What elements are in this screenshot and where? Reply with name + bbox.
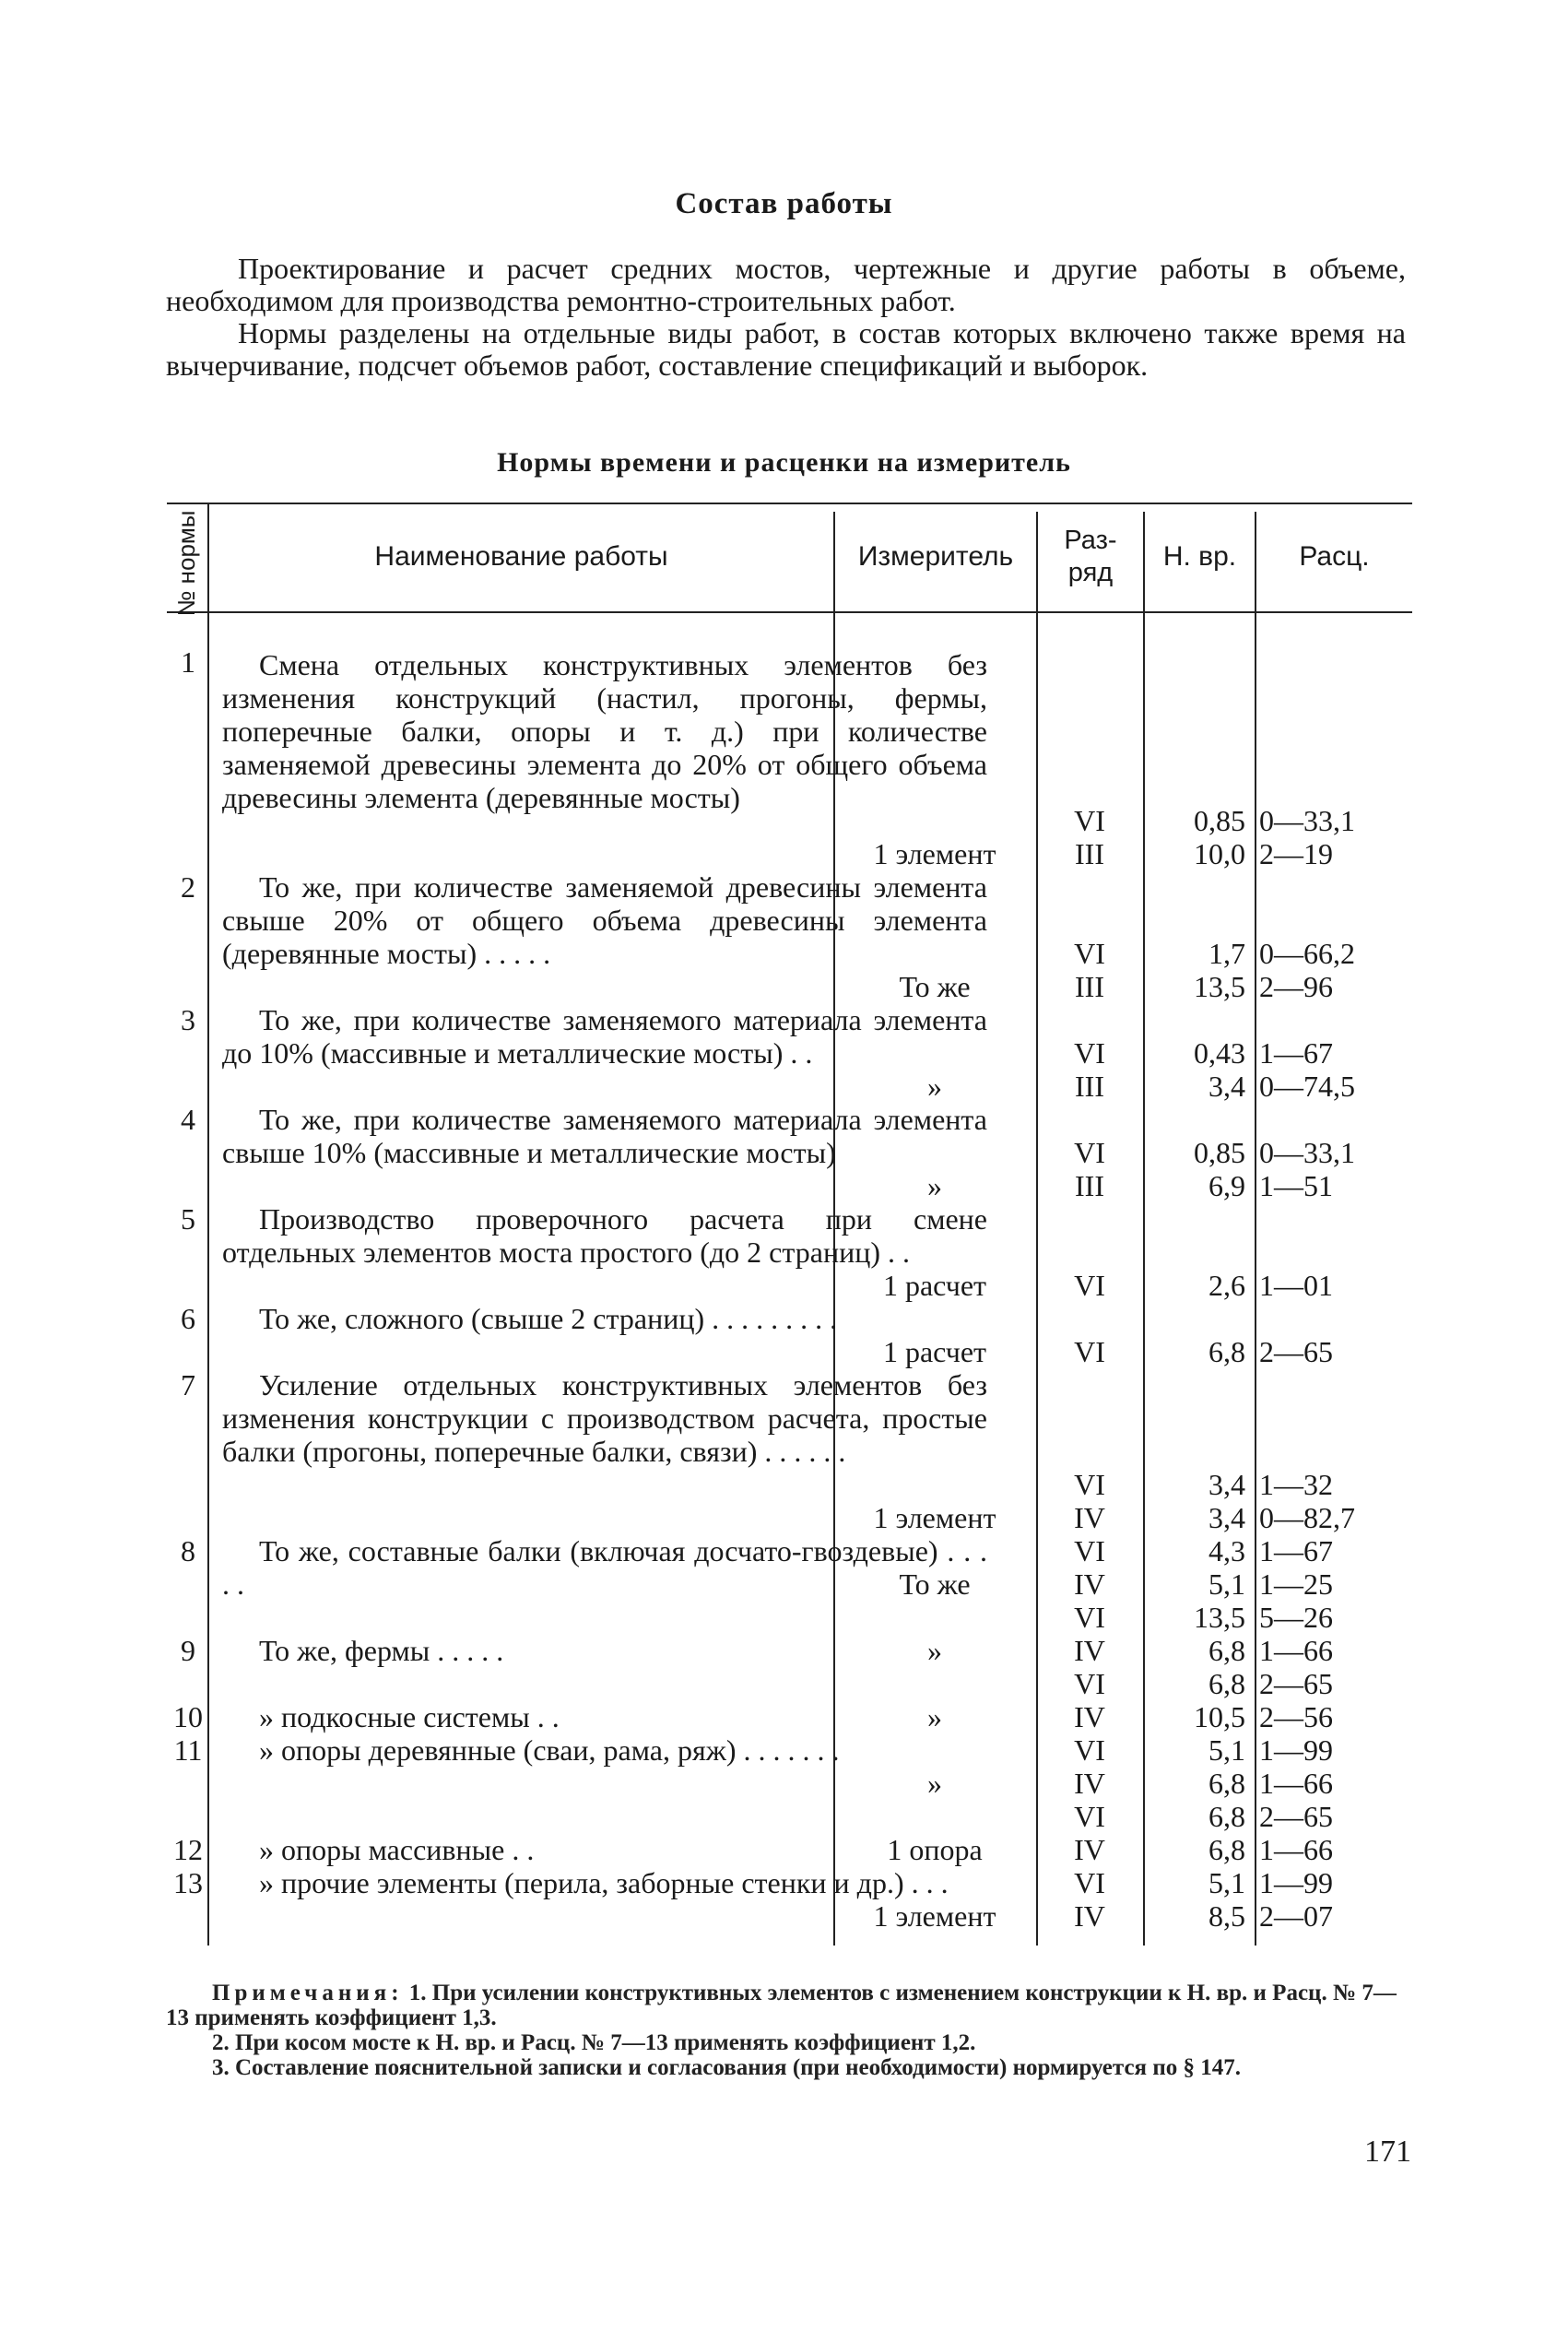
row-grade: IV <box>1074 1567 1105 1601</box>
row-unit: » <box>927 1767 942 1800</box>
row-grade: IV <box>1074 1501 1105 1534</box>
row-rate: 0—82,7 <box>1259 1501 1355 1534</box>
row-rate: 2—07 <box>1259 1899 1333 1933</box>
row-rate: 1—99 <box>1259 1866 1333 1899</box>
row-rate: 1—66 <box>1259 1767 1333 1800</box>
row-time: 6,8 <box>1208 1833 1245 1866</box>
row-number: 6 <box>181 1302 195 1335</box>
row-time: 3,4 <box>1208 1468 1245 1501</box>
row-grade: IV <box>1074 1833 1105 1866</box>
row-grade: VI <box>1074 1335 1105 1368</box>
row-unit: То же <box>899 1567 971 1601</box>
row-rate: 1—66 <box>1259 1833 1333 1866</box>
row-description: То же, при количестве заменяемого материала элемента до 10% (массивные и металлические мосты) . . <box>222 1003 987 1070</box>
header-name: Наименование работы <box>374 541 668 572</box>
row-number: 7 <box>181 1368 195 1402</box>
row-rate: 2—56 <box>1259 1700 1333 1733</box>
row-time: 8,5 <box>1208 1899 1245 1933</box>
row-number: 12 <box>173 1833 203 1866</box>
note-3: 3. Составление пояснительной записки и согласования (при необходимости) нормируется по § 147. <box>212 2055 1241 2080</box>
row-number: 3 <box>181 1003 195 1036</box>
row-rate: 1—25 <box>1259 1567 1333 1601</box>
row-rate: 1—01 <box>1259 1269 1333 1302</box>
row-time: 13,5 <box>1194 970 1245 1003</box>
row-time: 2,6 <box>1208 1269 1245 1302</box>
row-rate: 2—19 <box>1259 837 1333 870</box>
header-number: № нормы <box>172 510 200 617</box>
row-description: Производство проверочного расчета при смене отдельных элементов моста простого (до 2 страниц) . . <box>222 1202 987 1269</box>
row-rate: 1—99 <box>1259 1733 1333 1767</box>
row-time: 0,85 <box>1194 804 1245 837</box>
row-grade: III <box>1075 1169 1104 1202</box>
page-number: 171 <box>1364 2135 1411 2169</box>
row-rate: 2—65 <box>1259 1335 1333 1368</box>
row-time: 6,8 <box>1208 1335 1245 1368</box>
header-unit: Измеритель <box>857 541 1014 572</box>
intro-paragraph-1: Проектирование и расчет средних мостов, чертежные и другие работы в объеме, необходимом для производства ремонтно-строительных работ. <box>166 252 1406 317</box>
section-title: Состав работы <box>675 187 893 220</box>
row-number: 10 <box>173 1700 203 1733</box>
row-number: 9 <box>181 1634 195 1667</box>
intro-paragraph-2: Нормы разделены на отдельные виды работ, в состав которых включено также время на вычерчивание, подсчет объемов работ, составление спецификаций и выборок. <box>166 316 1406 382</box>
header-rate: Расц. <box>1299 541 1370 572</box>
row-number: 5 <box>181 1202 195 1236</box>
row-unit: То же <box>899 970 971 1003</box>
table-notes <box>166 1981 1410 2080</box>
header-grade: Раз- ряд <box>1064 526 1117 587</box>
row-time: 4,3 <box>1208 1534 1245 1567</box>
row-description: То же, при количестве заменяемого материала элемента свыше 10% (массивные и металлические мосты) <box>222 1103 987 1169</box>
row-rate: 0—33,1 <box>1259 1136 1355 1169</box>
row-grade: IV <box>1074 1767 1105 1800</box>
norms-table <box>167 503 1412 1946</box>
row-rate: 1—51 <box>1259 1169 1333 1202</box>
row-rate: 0—66,2 <box>1259 937 1355 970</box>
row-description: » опоры деревянные (сваи, рама, ряж) . . . . . . . <box>259 1733 840 1767</box>
row-rate: 1—67 <box>1259 1534 1333 1567</box>
row-description: То же, сложного (свыше 2 страниц) . . . . . . . . . <box>259 1302 838 1335</box>
row-grade: VI <box>1074 1601 1105 1634</box>
row-time: 6,8 <box>1208 1634 1245 1667</box>
row-rate: 1—67 <box>1259 1036 1333 1070</box>
row-rate: 1—66 <box>1259 1634 1333 1667</box>
row-time: 5,1 <box>1208 1733 1245 1767</box>
table-header-rule <box>167 611 1412 613</box>
row-number: 13 <box>173 1866 203 1899</box>
row-unit: » <box>927 1169 942 1202</box>
row-number: 1 <box>181 645 195 679</box>
row-number: 11 <box>173 1733 203 1767</box>
row-time: 0,85 <box>1194 1136 1245 1169</box>
row-time: 3,4 <box>1208 1501 1245 1534</box>
note-1: 1. При усилении конструктивных элементов с изменением конструкции к Н. вр. и Расц. № 7—13 применять коэффициент 1,3. <box>166 1981 1397 2030</box>
row-unit: 1 расчет <box>882 1269 987 1302</box>
row-grade: VI <box>1074 1269 1105 1302</box>
row-unit: 1 опора <box>887 1833 983 1866</box>
row-time: 6,8 <box>1208 1667 1245 1700</box>
row-grade: VI <box>1074 1800 1105 1833</box>
row-grade: VI <box>1074 1036 1105 1070</box>
notes-label: Примечания: <box>212 1981 404 2005</box>
row-grade: IV <box>1074 1899 1105 1933</box>
row-grade: IV <box>1074 1700 1105 1733</box>
row-number: 2 <box>181 870 195 904</box>
row-rate: 1—32 <box>1259 1468 1333 1501</box>
row-description: Смена отдельных конструктивных элементов без изменения конструкций (настил, прогоны, фермы, поперечные балки, опоры и т. д.) при количестве заменяемой древесины элемента до 20% от общего объема древесины элемента (деревянные мосты) <box>222 648 987 814</box>
row-grade: VI <box>1074 937 1105 970</box>
row-time: 6,9 <box>1208 1169 1245 1202</box>
note-2: 2. При косом мосте к Н. вр. и Расц. № 7—13 применять коэффициент 1,2. <box>212 2030 976 2055</box>
row-description: Усиление отдельных конструктивных элементов без изменения конструкции с производством расчета, простые балки (прогоны, поперечные балки, связи) . . . . . . <box>222 1368 987 1468</box>
row-grade: VI <box>1074 1136 1105 1169</box>
table-title: Нормы времени и расценки на измеритель <box>497 447 1071 478</box>
row-grade: VI <box>1074 1534 1105 1567</box>
row-time: 6,8 <box>1208 1800 1245 1833</box>
row-grade: VI <box>1074 1667 1105 1700</box>
row-time: 3,4 <box>1208 1070 1245 1103</box>
row-description: » подкосные системы . . <box>259 1700 560 1733</box>
row-time: 1,7 <box>1208 937 1245 970</box>
row-rate: 2—96 <box>1259 970 1333 1003</box>
row-grade: IV <box>1074 1634 1105 1667</box>
row-time: 10,5 <box>1194 1700 1245 1733</box>
col-divider-unit <box>1036 512 1038 1946</box>
row-number: 4 <box>181 1103 195 1136</box>
row-time: 10,0 <box>1194 837 1245 870</box>
intro-text <box>166 253 1406 382</box>
row-rate: 0—33,1 <box>1259 804 1355 837</box>
col-divider-time <box>1255 512 1256 1946</box>
row-description: То же, составные балки (включая досчато-гвоздевые) . . . . . <box>222 1534 987 1601</box>
row-grade: VI <box>1074 1468 1105 1501</box>
row-grade: III <box>1075 1070 1104 1103</box>
row-grade: VI <box>1074 1866 1105 1899</box>
row-time: 6,8 <box>1208 1767 1245 1800</box>
row-description: То же, при количестве заменяемой древесины элемента свыше 20% от общего объема древесины элемента (деревянные мосты) . . . . . <box>222 870 987 970</box>
row-grade: VI <box>1074 804 1105 837</box>
row-rate: 0—74,5 <box>1259 1070 1355 1103</box>
row-grade: III <box>1075 970 1104 1003</box>
row-unit: 1 элемент <box>873 1899 996 1933</box>
row-rate: 5—26 <box>1259 1601 1333 1634</box>
row-unit: » <box>927 1634 942 1667</box>
row-unit: » <box>927 1070 942 1103</box>
row-time: 5,1 <box>1208 1567 1245 1601</box>
row-rate: 2—65 <box>1259 1667 1333 1700</box>
row-number: 8 <box>181 1534 195 1567</box>
row-grade: VI <box>1074 1733 1105 1767</box>
row-time: 5,1 <box>1208 1866 1245 1899</box>
row-unit: 1 расчет <box>882 1335 987 1368</box>
row-description: » прочие элементы (перила, заборные стенки и др.) . . . <box>259 1866 949 1899</box>
row-description: То же, фермы . . . . . <box>259 1634 504 1667</box>
row-unit: 1 элемент <box>873 837 996 870</box>
row-rate: 2—65 <box>1259 1800 1333 1833</box>
row-grade: III <box>1075 837 1104 870</box>
row-unit: » <box>927 1700 942 1733</box>
row-unit: 1 элемент <box>873 1501 996 1534</box>
row-description: » опоры массивные . . <box>259 1833 535 1866</box>
header-time: Н. вр. <box>1162 541 1237 572</box>
row-time: 13,5 <box>1194 1601 1245 1634</box>
row-time: 0,43 <box>1194 1036 1245 1070</box>
